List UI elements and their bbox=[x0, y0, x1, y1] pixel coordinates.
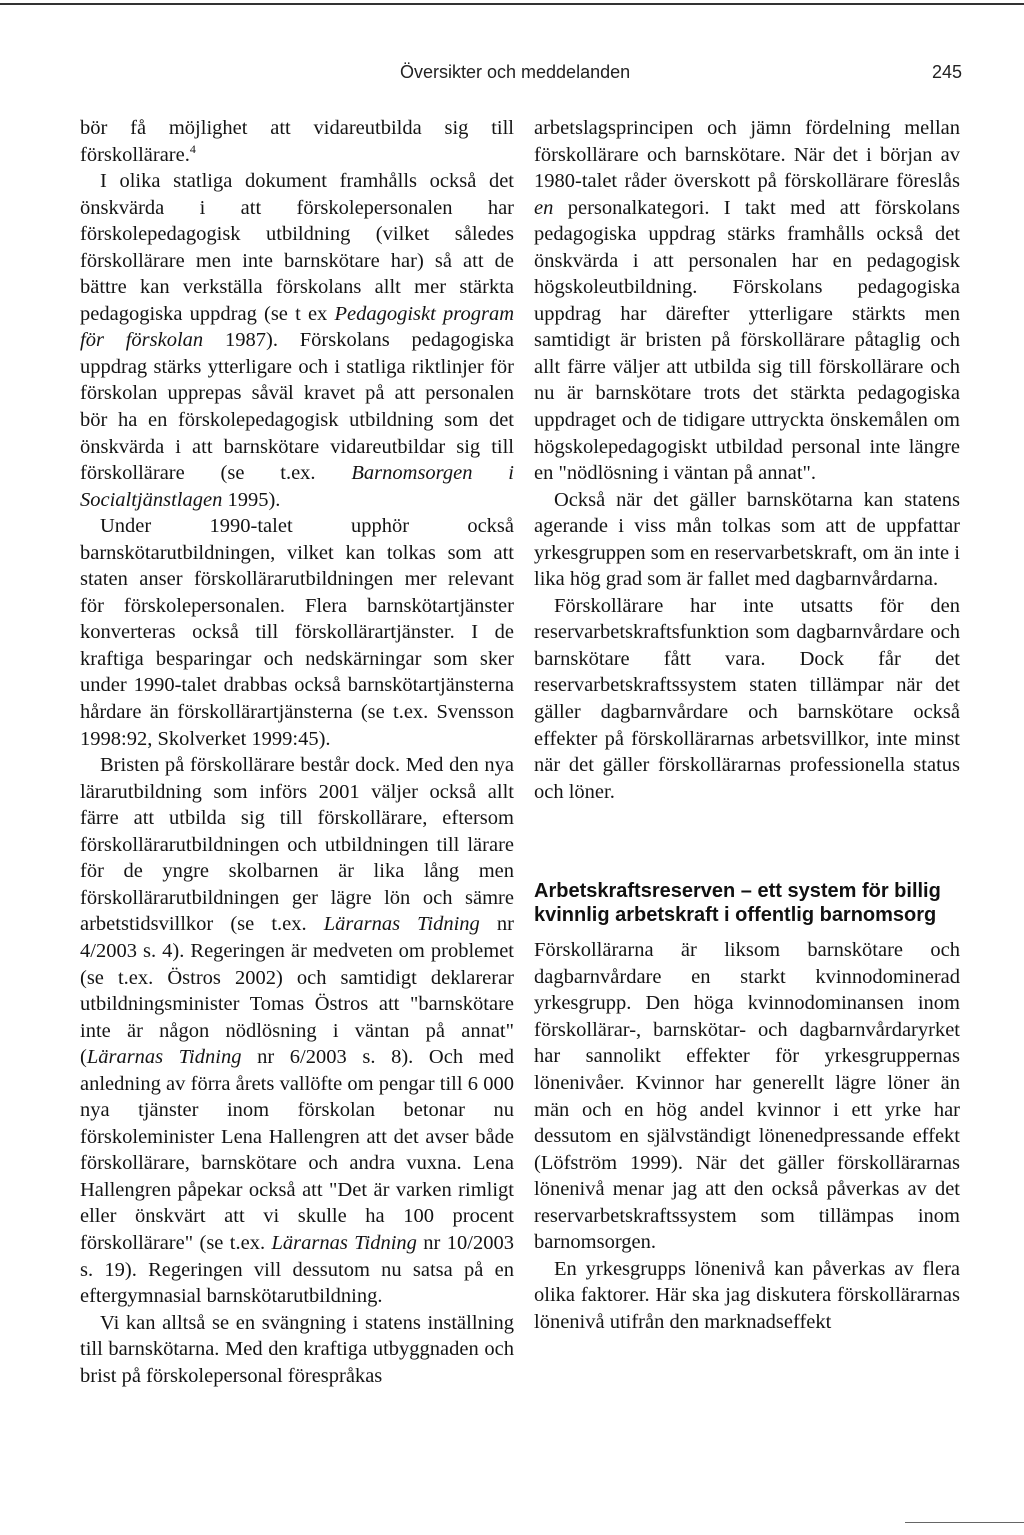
cited-title: Pedagogiskt program för förskolan bbox=[80, 302, 514, 352]
left-column bbox=[80, 115, 514, 1389]
paragraph-text: nr 6/2003 s. 8). Och med anledning av förra årets vallöfte om pengar till 6 000 nya tjänster inom förskolan betonar nu förskoleminister Lena Hallengren att det avser både förskollärare, barnskötare och andra vuxna. Lena Hallengren påpekar också att "Det är varken rimligt eller önskvärt att vi skulle ha 100 procent förskollärare" (se t.ex. bbox=[80, 1046, 514, 1254]
paragraph-text: arbetslagsprincipen och jämn fördelning mellan förskollärare och barnskötare. När det i början av 1980-talet råder överskott på förskollärare föreslås bbox=[534, 117, 960, 193]
paragraph: Under 1990-talet upphör också barnskötarutbildningen, vilket kan tolkas som att staten anser förskollärarutbildningen mer relevant för förskolepersonalen. Flera barnskötartjänster konverteras också till förskollärartjänster. I de kraftiga besparingar och nedskärningar som sker under 1990-talet drabbas också barnskötartjänsterna hårdare än förskollärartjänsterna (se t.ex. Svensson 1998:92, Skolverket 1999:45). bbox=[80, 515, 514, 750]
paragraph: Vi kan alltså se en svängning i statens inställning till barnskötarna. Med den kraftiga utbyggnaden och brist på förskolepersonal förespråkas bbox=[80, 1311, 514, 1387]
paragraph-text: nr 10/2003 s. 19). Regeringen vill dessutom nu satsa på en eftergymnasial barnskötarutbildning. bbox=[80, 1231, 514, 1308]
bottom-rule bbox=[905, 1522, 1024, 1523]
section-heading: Arbetskraftsreserven – ett system för billig kvinnlig arbetskraft i offentlig barnomsorg bbox=[534, 880, 941, 927]
paragraph-text: 1995). bbox=[222, 488, 281, 511]
paragraph-text: nr 4/2003 s. 4). Regeringen är medveten om problemet (se t.ex. Östros 2002) och samtidigt deklarerar utbildningsminister Tomas Östros att "barnskötare inte är någon nödlösning i väntan på annat" ( bbox=[80, 913, 514, 1069]
emphasis: en bbox=[534, 196, 554, 219]
running-header bbox=[0, 62, 1024, 88]
paragraph bbox=[80, 752, 514, 1309]
paragraph bbox=[534, 115, 960, 487]
section-spacer bbox=[534, 805, 960, 879]
paragraph-text: 1987). Förskolans pedagogiska uppdrag stärks ytterligare och i statliga riktlinjer för förskolan upprepas såväl kravet på att personalen bör ha en förskolepedagogisk utbildning som det önskvärda i att barnskötare vidareutbildar sig till förskollärare (se t.ex. bbox=[80, 329, 515, 485]
paragraph: Förskollärarna är liksom barnskötare och dagbarnvårdare en starkt kvinnodominerad yrkesgrupp. Den höga kvinnodominansen inom förskollärar-, barnskötar- och dagbarnvårdaryrket har sannolikt effekter för yrkesgruppernas lönenivåer. Kvinnor har generellt lägre löner än män och en hög andel kvinnor i ett yrke har dessutom en självständigt lönenedpressande effekt (Löfström 1999). När det gäller förskollärarnas lönenivå menar jag att den också påverkas av det reservarbetskraftssystem som tillämpas inom barnomsorgen. bbox=[534, 939, 960, 1254]
paragraph bbox=[80, 115, 514, 168]
paragraph: Förskollärare har inte utsatts för den reservarbetskraftsfunktion som dagbarnvårdare och barnskötare fått vara. Dock får det reservarbetskraftssystem staten tillämpar när det gäller dagbarnvårdare och barnskötare också effekter på förskollärarnas arbetsvillkor, inte minst när det gäller förskollärarnas professionella status och löner. bbox=[534, 594, 960, 803]
footnote-marker: 4 bbox=[189, 141, 196, 156]
cited-title: Lärarnas Tidning bbox=[86, 1046, 242, 1069]
right-column bbox=[534, 115, 960, 1335]
paragraph-text: I olika statliga dokument framhålls också det önskvärda i att förskolepersonalen har förskolepedagogisk utbildning (vilket således förskollärare men inte barnskötare har) så att de bättre kan verkställa förskolans allt mer stärkta pedagogiska uppdrag (se t ex bbox=[80, 170, 514, 325]
paragraph: En yrkesgrupps lönenivå kan påverkas av flera olika faktorer. Här ska jag diskutera förskollärarnas lönenivå utifrån den marknadseffekt bbox=[534, 1257, 960, 1333]
cited-title: Lärarnas Tidning bbox=[271, 1231, 417, 1254]
cited-title: Lärarnas Tidning bbox=[323, 913, 480, 936]
paragraph-text: bör få möjlighet att vidareutbilda sig till förskollärare. bbox=[80, 117, 514, 166]
running-header-title: Översikter och meddelanden bbox=[400, 62, 631, 82]
top-rule bbox=[0, 3, 1024, 5]
paragraph-text: Bristen på förskollärare består dock. Med den nya lärarutbildning som införs 2001 väljer också allt färre att utbilda sig till förskollärare, eftersom förskollärarutbildningen och utbildningen till lärare för de yngre skolbarnen är lika lång men förskollärarutbildningen ger lägre lön och sämre arbetstidsvillkor (se t.ex. bbox=[80, 754, 514, 936]
paragraph bbox=[80, 168, 514, 513]
paragraph-text: personalkategori. I takt med att förskolans pedagogiska uppdrag stärks framhålls också det önskvärda i att personalen har en pedagogisk högskoleutbildning. Förskolans pedagogiska uppdrag har därefter ytterligare stärkts men samtidigt är bristen på förskollärare påtaglig och allt färre väljer att utbilda sig till förskollärare och nu är barnskötare trots det stärkta pedagogiska uppdraget och de tidigare uttryckta önskemålen om högskolepedagogiskt utbildad personal inte längre en "nödlösning i väntan på annat". bbox=[534, 196, 960, 485]
cited-title: Barnomsorgen i Socialtjänstlagen bbox=[80, 462, 515, 511]
page-number: 245 bbox=[931, 62, 962, 82]
paragraph: Också när det gäller barnskötarna kan statens agerande i viss mån tolkas som att de uppfattar yrkesgruppen som en reservarbetskraft, om än inte i lika hög grad som är fallet med dagbarnvårdarna. bbox=[534, 488, 960, 591]
